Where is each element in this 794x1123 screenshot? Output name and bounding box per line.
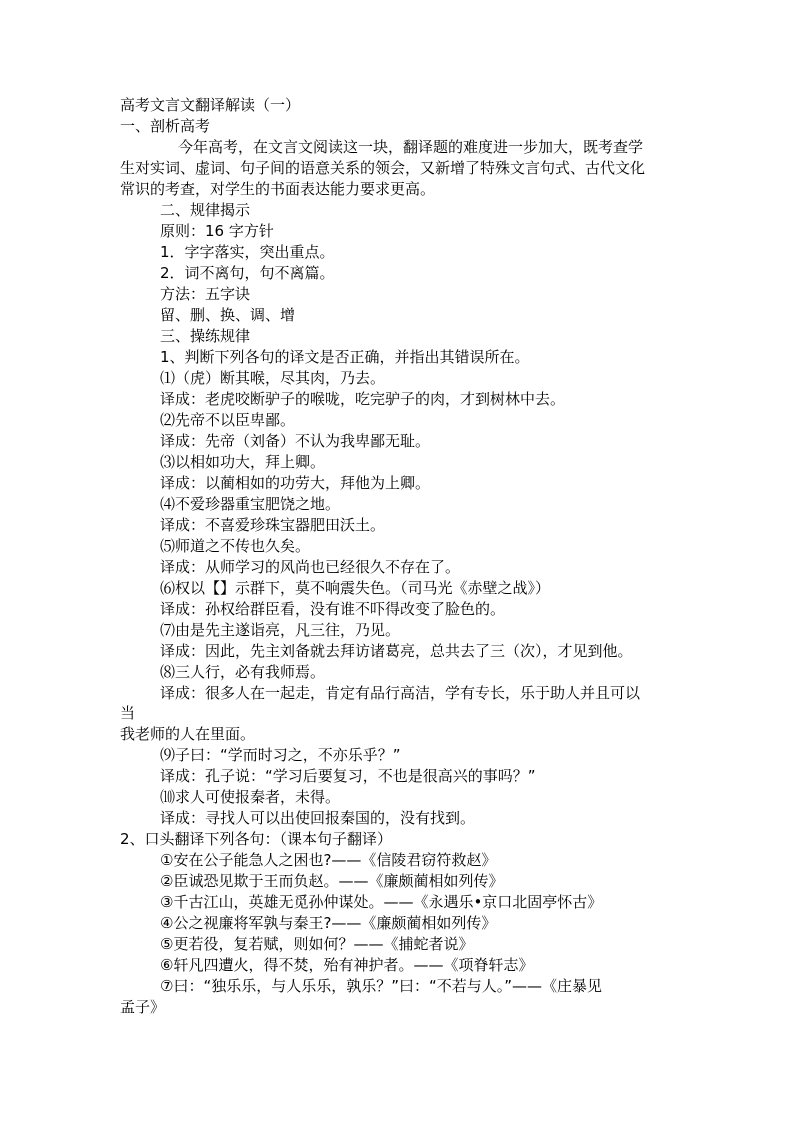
item-translation-cont: 当 xyxy=(120,704,136,722)
item-source: ⑷不爱珍器重宝肥饶之地。 xyxy=(160,495,341,513)
section-heading-2: 二、规律揭示 xyxy=(160,201,251,219)
item-translation: 译成：先帝（刘备）不认为我卑鄙无耻。 xyxy=(160,432,431,450)
rule-line: 1．字字落实，突出重点。 xyxy=(160,243,335,261)
item-translation: 译成：不喜爱珍珠宝器肥田沃土。 xyxy=(160,516,386,534)
item-translation: 译成：很多人在一起走，肯定有品行高洁，学有专长，乐于助人并且可以 xyxy=(160,684,641,702)
question-1: 1、判断下列各句的译文是否正确，并指出其错误所在。 xyxy=(160,348,530,366)
document-title: 高考文言文翻译解读（一） xyxy=(120,96,301,114)
oral-item: ②臣诚恐见欺于王而负赵。——《廉颇蔺相如列传》 xyxy=(160,872,504,890)
item-translation: 译成：从师学习的风尚也已经很久不存在了。 xyxy=(160,558,461,576)
item-translation: 译成：寻找人可以出使回报秦国的，没有找到。 xyxy=(160,809,476,827)
item-source: ⑹权以【】示群下，莫不响震失色。（司马光《赤壁之战》） xyxy=(160,579,551,597)
item-source: ⑸师道之不传也久矣。 xyxy=(160,537,311,555)
oral-item: ①安在公子能急人之困也?——《信陵君窃符救赵》 xyxy=(160,851,497,869)
principle-line: 原则：16 字方针 xyxy=(160,222,274,240)
item-source: ⑽求人可使报秦者，未得。 xyxy=(160,788,341,806)
item-source: ⑺由是先主遂诣亮，凡三往，乃见。 xyxy=(160,621,401,639)
item-translation: 译成：孙权给群臣看，没有谁不吓得改变了脸色的。 xyxy=(160,600,506,618)
oral-item: ⑤更若役，复若赋，则如何？——《捕蛇者说》 xyxy=(160,935,474,953)
item-source: ⑼子曰：“学而时习之，不亦乐乎？” xyxy=(160,746,401,764)
section-heading-1: 一、剖析高考 xyxy=(120,117,211,135)
method-words: 留、删、换、调、增 xyxy=(160,306,296,324)
item-source: ⑶以相如功大，拜上卿。 xyxy=(160,453,326,471)
intro-line: 常识的考查，对学生的书面表达能力要求更高。 xyxy=(120,180,436,198)
section-heading-3: 三、操练规律 xyxy=(160,327,251,345)
rule-line: 2．词不离句，句不离篇。 xyxy=(160,264,335,282)
oral-item: ③千古江山，英雄无觅孙仲谋处。——《永遇乐•京口北固亭怀古》 xyxy=(160,893,603,911)
method-line: 方法：五字诀 xyxy=(160,285,251,303)
item-source: ⑻三人行，必有我师焉。 xyxy=(160,663,326,681)
item-translation: 译成：孔子说：“学习后要复习，不也是很高兴的事吗？” xyxy=(160,767,536,785)
item-source: ⑴（虎）断其喉，尽其肉，乃去。 xyxy=(160,369,386,387)
oral-item: ④公之视廉将军孰与秦王?——《廉颇蔺相如列传》 xyxy=(160,914,497,932)
item-source: ⑵先帝不以臣卑鄙。 xyxy=(160,411,296,429)
item-translation: 译成：因此，先主刘备就去拜访诸葛亮，总共去了三（次），才见到他。 xyxy=(160,642,633,660)
intro-line: 今年高考，在文言文阅读这一块，翻译题的难度进一步加大，既考查学 xyxy=(178,138,644,156)
item-translation: 译成：以蔺相如的功劳大，拜他为上卿。 xyxy=(160,474,431,492)
item-translation: 译成：老虎咬断驴子的喉咙，吃完驴子的肉，才到树林中去。 xyxy=(160,390,566,408)
intro-line: 生对实词、虚词、句子间的语意关系的领会，又新增了特殊文言句式、古代文化 xyxy=(120,159,646,177)
oral-item: ⑦曰：“独乐乐，与人乐乐，孰乐？”曰：“不若与人。”——《庄暴见 xyxy=(160,977,603,995)
question-2: 2、口头翻译下列各句：（课本句子翻译） xyxy=(120,830,393,848)
oral-item-cont: 孟子》 xyxy=(120,998,166,1016)
item-translation-cont: 我老师的人在里面。 xyxy=(120,725,256,743)
oral-item: ⑥轩凡四遭火，得不焚，殆有神护者。——《项脊轩志》 xyxy=(160,956,534,974)
